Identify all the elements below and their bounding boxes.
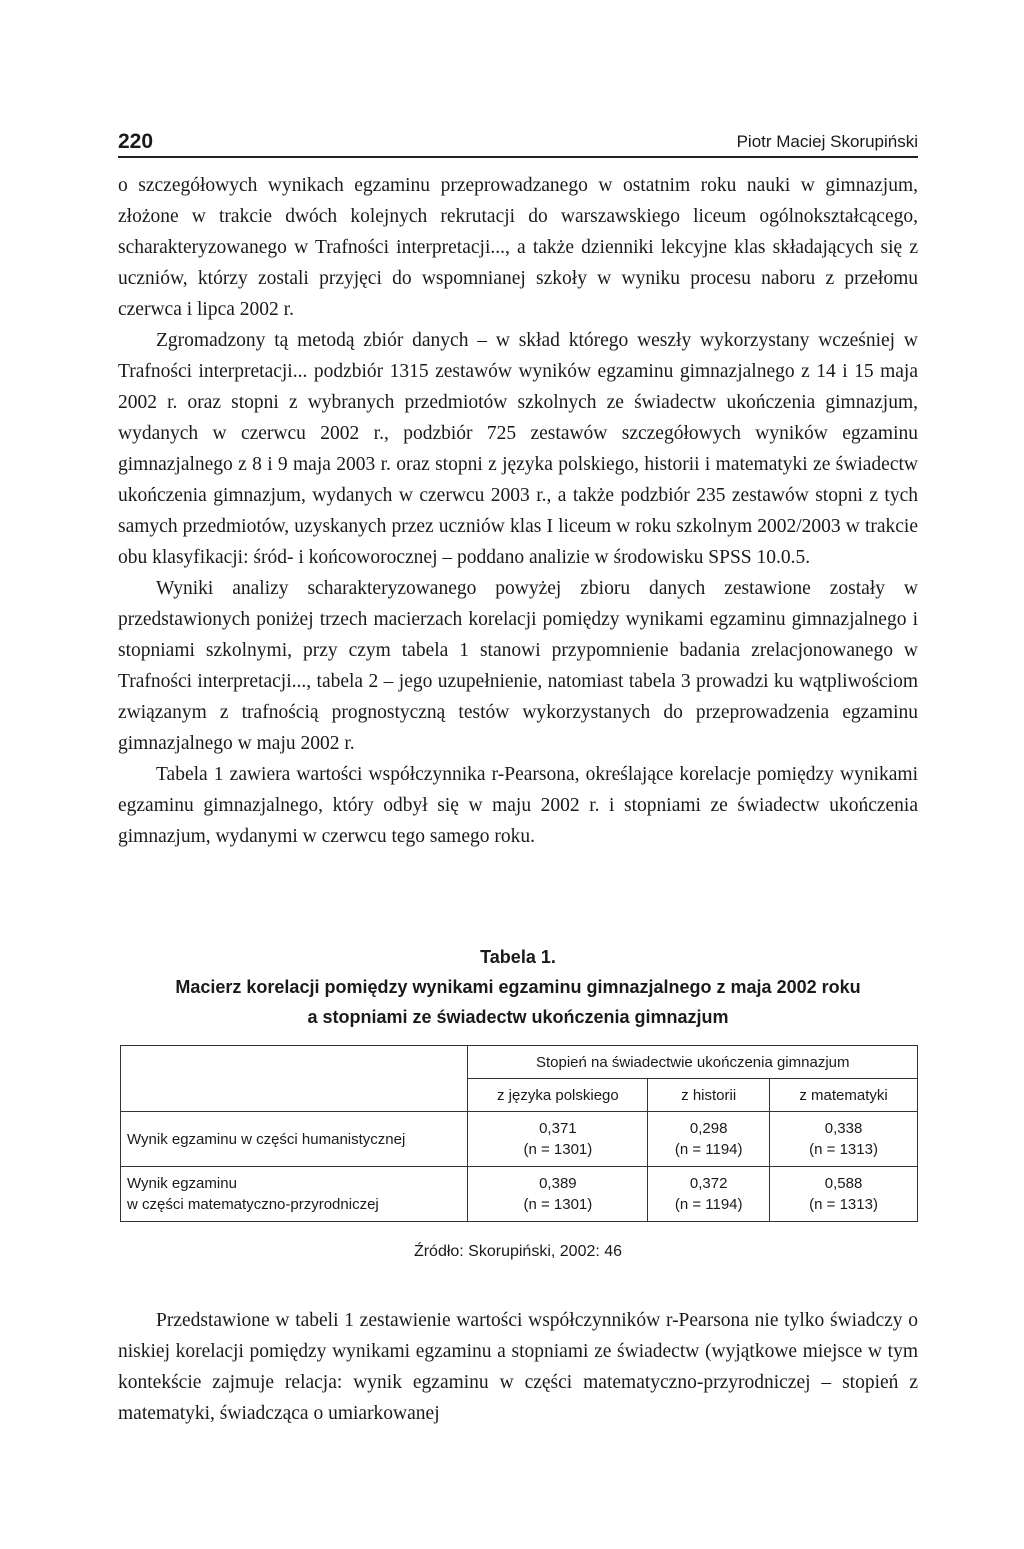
column-header-polish: z języka polskiego bbox=[468, 1079, 648, 1112]
table-cell bbox=[468, 1112, 648, 1167]
paragraph-5: Przedstawione w tabeli 1 zestawienie wartości współczynników r-Pearsona nie tylko świadczy o niskiej korelacji pomiędzy wynikami egzaminu a stopniami ze świadectw (wyjątkowe miejsce w tym kontekście zajmuje relacja: wynik egzaminu w części matematyczno-przyrodniczej – stopień z matematyki, świadcząca o umiarkowanej bbox=[118, 1310, 918, 1424]
cell-n: (n = 1313) bbox=[809, 1196, 878, 1213]
cell-n: (n = 1301) bbox=[523, 1141, 593, 1158]
row-label-line-1: Wynik egzaminu w części humanistycznej bbox=[127, 1130, 406, 1148]
row-label-line-1: Wynik egzaminu bbox=[127, 1175, 237, 1192]
row-label bbox=[121, 1112, 468, 1167]
table-header-row bbox=[121, 1046, 918, 1079]
cell-value: 0,372 bbox=[689, 1175, 728, 1192]
paragraph-3: Wyniki analizy scharakteryzowanego powyżej zbioru danych zestawione zostały w przedstawionych poniżej trzech macierzach korelacji pomiędzy wynikami egzaminu gimnazjalnego i stopniami szkolnymi, przy czym tabela 1 stanowi przypomnienie badania zrelacjonowanego w Trafności interpretacji..., tabela 2 – jego uzupełnienie, natomiast tabela 3 prowadzi ku wątpliwościom związanym z trafnością prognostyczną testów wykorzystanych do przeprowadzenia egzaminu gimnazjalnego w maju 2002 r. bbox=[118, 578, 918, 754]
running-head-author: Piotr Maciej Skorupiński bbox=[736, 132, 918, 151]
cell-value: 0,389 bbox=[539, 1175, 577, 1192]
row-label bbox=[121, 1167, 468, 1222]
closing-text bbox=[118, 1305, 918, 1429]
paragraph-2: Zgromadzony tą metodą zbiór danych – w skład którego weszły wykorzystany wcześniej w Trafności interpretacji... podzbiór 1315 zestawów wyników egzaminu gimnazjalnego z 14 i 15 maja 2002 r. oraz stopni z wybranych przedmiotów szkolnych ze świadectw ukończenia gimnazjum, wydanych w czerwcu 2002 r., podzbiór 725 zestawów szczegółowych wyników egzaminu gimnazjalnego z 8 i 9 maja 2003 r. oraz stopni z języka polskiego, historii i matematyki ze świadectw ukończenia gimnazjum, wydanych w czerwcu 2003 r., a także podzbiór 235 zestawów stopni z tych samych przedmiotów, uzyskanych przez uczniów klas I liceum w roku szkolnym 2002/2003 w trakcie obu klasyfikacji: śród- i końcoworocznej – poddano analizie w środowisku SPSS 10.0.5. bbox=[118, 330, 918, 568]
column-header-math: z matematyki bbox=[770, 1079, 918, 1112]
body-text bbox=[118, 170, 918, 852]
table-cell bbox=[648, 1167, 770, 1222]
table-title-line-1: Macierz korelacji pomiędzy wynikami egzaminu gimnazjalnego z maja 2002 roku bbox=[175, 977, 861, 997]
table-row bbox=[121, 1167, 918, 1222]
table-cell bbox=[468, 1167, 648, 1222]
cell-n: (n = 1194) bbox=[674, 1196, 743, 1213]
table-row bbox=[121, 1112, 918, 1167]
table-caption bbox=[118, 942, 918, 1032]
table-cell bbox=[770, 1167, 918, 1222]
cell-value: 0,298 bbox=[689, 1120, 728, 1137]
cell-n: (n = 1194) bbox=[674, 1141, 743, 1158]
paragraph-4: Tabela 1 zawiera wartości współczynnika r-Pearsona, określające korelacje pomiędzy wynikami egzaminu gimnazjalnego, który odbył się w maju 2002 r. i stopniami ze świadectw ukończenia gimnazjum, wydanymi w czerwcu tego samego roku. bbox=[118, 764, 918, 847]
table-title-line-2: a stopniami ze świadectw ukończenia gimnazjum bbox=[307, 1007, 729, 1027]
cell-value: 0,371 bbox=[539, 1120, 577, 1137]
row-label-line-2: w części matematyczno-przyrodniczej bbox=[127, 1196, 379, 1213]
cell-value: 0,338 bbox=[824, 1120, 863, 1137]
table-cell bbox=[648, 1112, 770, 1167]
empty-corner-cell bbox=[121, 1046, 468, 1112]
running-header bbox=[118, 130, 918, 158]
correlation-table bbox=[120, 1045, 918, 1222]
column-header-history: z historii bbox=[648, 1079, 770, 1112]
cell-value: 0,588 bbox=[824, 1175, 863, 1192]
cell-n: (n = 1313) bbox=[809, 1141, 878, 1158]
table-label: Tabela 1. bbox=[480, 947, 556, 967]
table-cell bbox=[770, 1112, 918, 1167]
cell-n: (n = 1301) bbox=[523, 1196, 593, 1213]
table-source: Źródło: Skorupiński, 2002: 46 bbox=[413, 1243, 623, 1260]
group-header: Stopień na świadectwie ukończenia gimnazjum bbox=[468, 1046, 918, 1079]
page-number: 220 bbox=[118, 130, 154, 153]
paragraph-1: o szczegółowych wynikach egzaminu przeprowadzanego w ostatnim roku nauki w gimnazjum, złożone w trakcie dwóch kolejnych rekrutacji do warszawskiego liceum ogólnokształcącego, scharakteryzowanego w Trafności interpretacji..., a także dzienniki lekcyjne klas składających się z uczniów, którzy zostali przyjęci do wspomnianej szkoły w wyniku procesu naboru z przełomu czerwca i lipca 2002 r. bbox=[118, 175, 918, 320]
